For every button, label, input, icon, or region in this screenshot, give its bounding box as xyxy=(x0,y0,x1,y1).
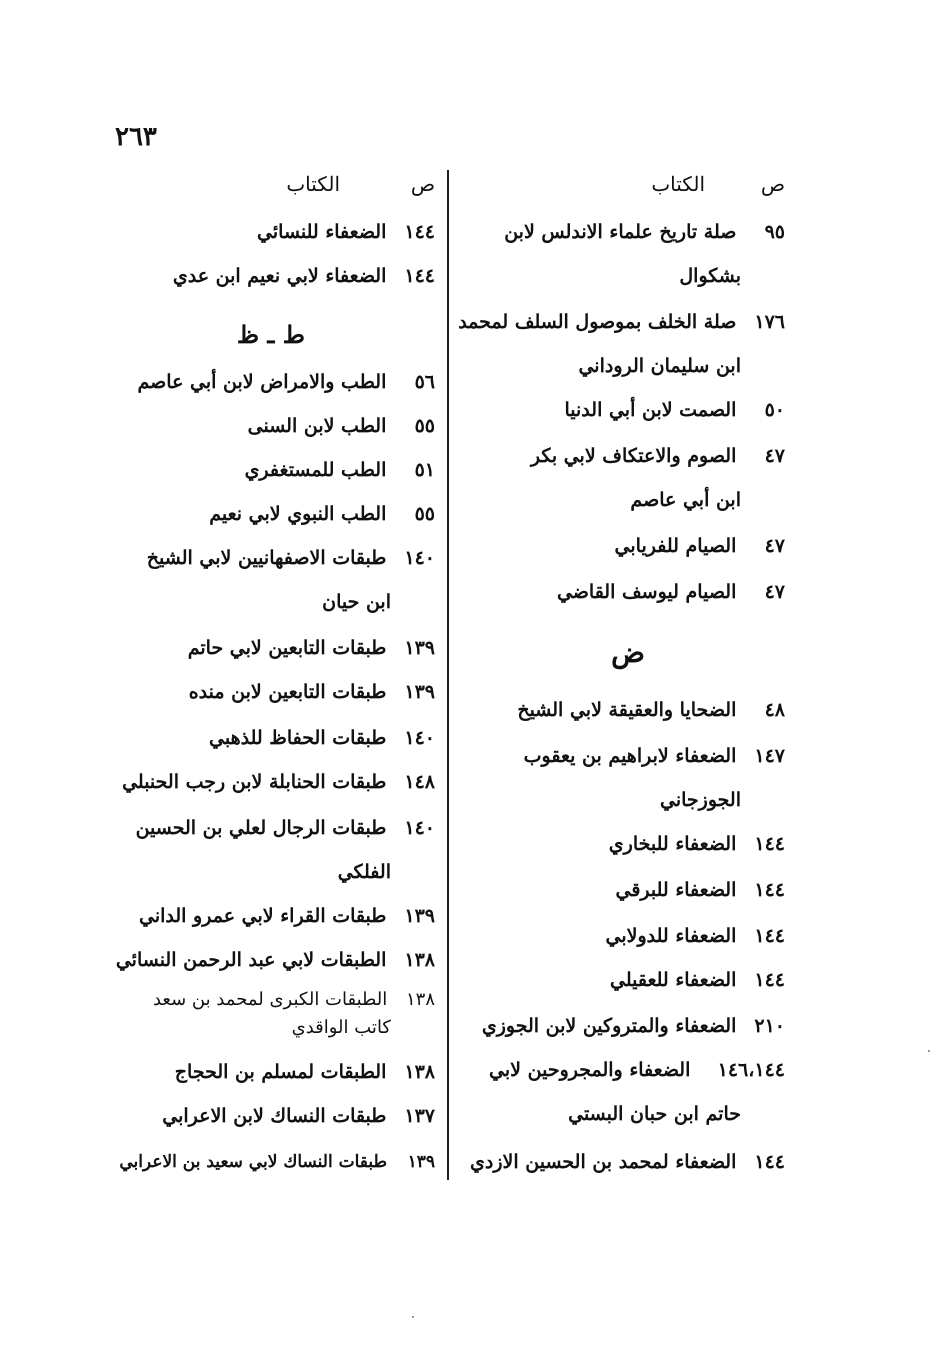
entry-title: طبقات النساك لابي سعيد بن الاعرابي xyxy=(119,1152,388,1172)
header-book: الكتاب xyxy=(286,172,340,196)
entry-title: الضحايا والعقيقة لابي الشيخ xyxy=(517,699,737,721)
entry-page: ١٤٤ xyxy=(754,969,785,991)
entry-title: طبقات الرجال لعلي بن الحسين xyxy=(135,817,387,839)
index-entry xyxy=(465,914,785,958)
header-page: ص xyxy=(410,172,435,196)
entry-page: ١٣٩ xyxy=(404,681,435,703)
entry-page: ١٣٨ xyxy=(404,949,435,971)
entry-page: ١٤٤ xyxy=(754,833,785,855)
entry-page: ١٤٤ xyxy=(404,265,435,287)
entry-title: الضعفاء للنسائي xyxy=(257,221,387,243)
index-entry xyxy=(465,1004,785,1048)
entry-title: صلة الخلف بموصول السلف لمحمد xyxy=(458,311,737,333)
entry-page: ١٤٤ xyxy=(404,221,435,243)
column-header xyxy=(105,172,435,202)
scan-speck xyxy=(412,1316,414,1318)
entry-title: الضعفاء للبرقي xyxy=(615,879,737,901)
index-entry xyxy=(105,448,435,492)
index-entry xyxy=(105,760,435,804)
entry-page: ١٧٦ xyxy=(754,311,785,333)
entry-page: ١٣٧ xyxy=(404,1105,435,1127)
entry-title: طبقات الحفاظ للذهبي xyxy=(209,727,387,749)
entry-page: ٥٠ xyxy=(764,399,785,421)
entry-page: ١٤٧ xyxy=(754,745,785,767)
entry-title: طبقات القراء لابي عمرو الداني xyxy=(139,905,387,927)
entry-title: الطب لابن السنى xyxy=(247,415,387,437)
index-entry xyxy=(105,1050,435,1094)
entry-continuation: الجوزجاني xyxy=(660,789,741,811)
entry-title: الطبقات الكبرى لمحمد بن سعد xyxy=(152,989,388,1010)
index-entry xyxy=(465,388,785,432)
index-entry xyxy=(465,210,785,254)
index-entry xyxy=(105,626,435,670)
entry-page: ٤٨ xyxy=(764,699,785,721)
entry-page: ١٤٠ xyxy=(404,547,435,569)
entry-title: الصيام ليوسف القاضي xyxy=(556,581,737,603)
entry-page: ١٤٦،١٤٤ xyxy=(717,1059,785,1081)
entry-page: ١٣٩ xyxy=(404,905,435,927)
index-entry xyxy=(105,986,435,1013)
entry-continuation: كاتب الواقدي xyxy=(291,1017,391,1038)
index-entry xyxy=(465,524,785,568)
entry-title: الصمت لابن أبي الدنيا xyxy=(564,399,737,421)
index-entry xyxy=(465,734,785,778)
entry-title: الضعفاء للبخاري xyxy=(608,833,737,855)
entry-title: الضعفاء والمتروكين لابن الجوزي xyxy=(481,1015,737,1037)
entry-title: الطب النبوي لابي نعيم xyxy=(209,503,387,525)
entry-page: ٥١ xyxy=(414,459,435,481)
index-entry xyxy=(105,210,435,254)
entry-title: الصيام للفريابي xyxy=(614,535,737,557)
entry-page: ٥٥ xyxy=(414,415,435,437)
entry-page: ١٣٨ xyxy=(404,1061,435,1083)
index-entry xyxy=(105,1094,435,1138)
index-entry xyxy=(105,492,435,536)
entry-page: ٤٧ xyxy=(764,445,785,467)
entry-title: الضعفاء لابي نعيم ابن عدي xyxy=(172,265,387,287)
index-entry xyxy=(465,570,785,614)
index-entry xyxy=(105,806,435,850)
entry-page: ٤٧ xyxy=(764,581,785,603)
entry-title: طبقات التابعين لابن منده xyxy=(188,681,387,703)
section-letter: ض xyxy=(611,636,645,669)
entry-page: ١٤٤ xyxy=(754,1151,785,1173)
index-entry xyxy=(105,360,435,404)
entry-title: الضعفاء للدولابي xyxy=(605,925,737,947)
index-entry xyxy=(105,716,435,760)
entry-page: ٢١٠ xyxy=(754,1015,785,1037)
entry-title: الطبقات لابي عبد الرحمن النسائي xyxy=(115,949,387,971)
entry-title: الصوم والاعتكاف لابي بكر xyxy=(530,445,737,467)
section-letter: ط ـ ظ xyxy=(236,320,305,349)
index-entry xyxy=(465,434,785,478)
index-entry xyxy=(105,536,435,580)
entry-title: الضعفاء والمجروحين لابي xyxy=(489,1059,691,1081)
entry-continuation: ابن سليمان الروداني xyxy=(578,355,741,377)
entry-continuation: الفلكي xyxy=(337,861,391,883)
entry-page: ٥٦ xyxy=(414,371,435,393)
entry-page: ٤٧ xyxy=(764,535,785,557)
entry-page: ١٤٤ xyxy=(754,879,785,901)
index-entry xyxy=(105,670,435,714)
index-entry xyxy=(465,822,785,866)
index-entry xyxy=(105,1140,435,1184)
entry-title: الطبقات لمسلم بن الحجاج xyxy=(174,1061,387,1083)
entry-page: ١٣٨ xyxy=(405,989,435,1010)
entry-title: طبقات الاصفهانيين لابي الشيخ xyxy=(146,547,387,569)
entry-page: ٥٥ xyxy=(414,503,435,525)
entry-title: الضعفاء للعقيلي xyxy=(609,969,737,991)
entry-page: ١٤٠ xyxy=(404,727,435,749)
entry-continuation: ابن أبي عاصم xyxy=(630,489,741,511)
header-page: ص xyxy=(760,172,785,196)
entry-title: طبقات النساك لابن الاعرابي xyxy=(162,1105,387,1127)
entry-title: الطب والامراض لابن أبي عاصم xyxy=(137,371,387,393)
entry-page: ١٤٨ xyxy=(404,771,435,793)
index-entry xyxy=(105,894,435,938)
entry-page: ١٤٠ xyxy=(404,817,435,839)
index-entry xyxy=(465,1140,785,1184)
index-entry xyxy=(105,404,435,448)
index-entry xyxy=(458,300,785,344)
index-entry xyxy=(465,958,785,1002)
index-entry xyxy=(465,688,785,732)
entry-continuation: ابن حيان xyxy=(322,591,391,613)
entry-title: صلة تاريخ علماء الاندلس لابن xyxy=(504,221,737,243)
entry-continuation: حاتم ابن حبان البستي xyxy=(568,1103,741,1125)
entry-page: ٩٥ xyxy=(764,221,785,243)
entry-title: طبقات التابعين لابي حاتم xyxy=(187,637,387,659)
page-number: ٢٦٣ xyxy=(115,122,157,152)
index-entry xyxy=(105,254,435,298)
index-entry xyxy=(105,938,435,982)
entry-page: ١٣٩ xyxy=(407,1152,435,1172)
index-entry xyxy=(465,1048,785,1092)
entry-page: ١٤٤ xyxy=(754,925,785,947)
entry-title: الطب للمستغفري xyxy=(244,459,387,481)
column-divider xyxy=(447,170,449,1180)
entry-title: طبقات الحنابلة لابن رجب الحنبلي xyxy=(122,771,387,793)
entry-title: الضعفاء لمحمد بن الحسين الازدي xyxy=(470,1151,737,1173)
index-entry xyxy=(465,868,785,912)
scan-speck xyxy=(928,1050,930,1052)
header-book: الكتاب xyxy=(651,172,705,196)
column-header xyxy=(465,172,785,202)
entry-title: الضعفاء لابراهيم بن يعقوب xyxy=(523,745,737,767)
entry-page: ١٣٩ xyxy=(404,637,435,659)
entry-continuation: بشكوال xyxy=(679,265,741,287)
